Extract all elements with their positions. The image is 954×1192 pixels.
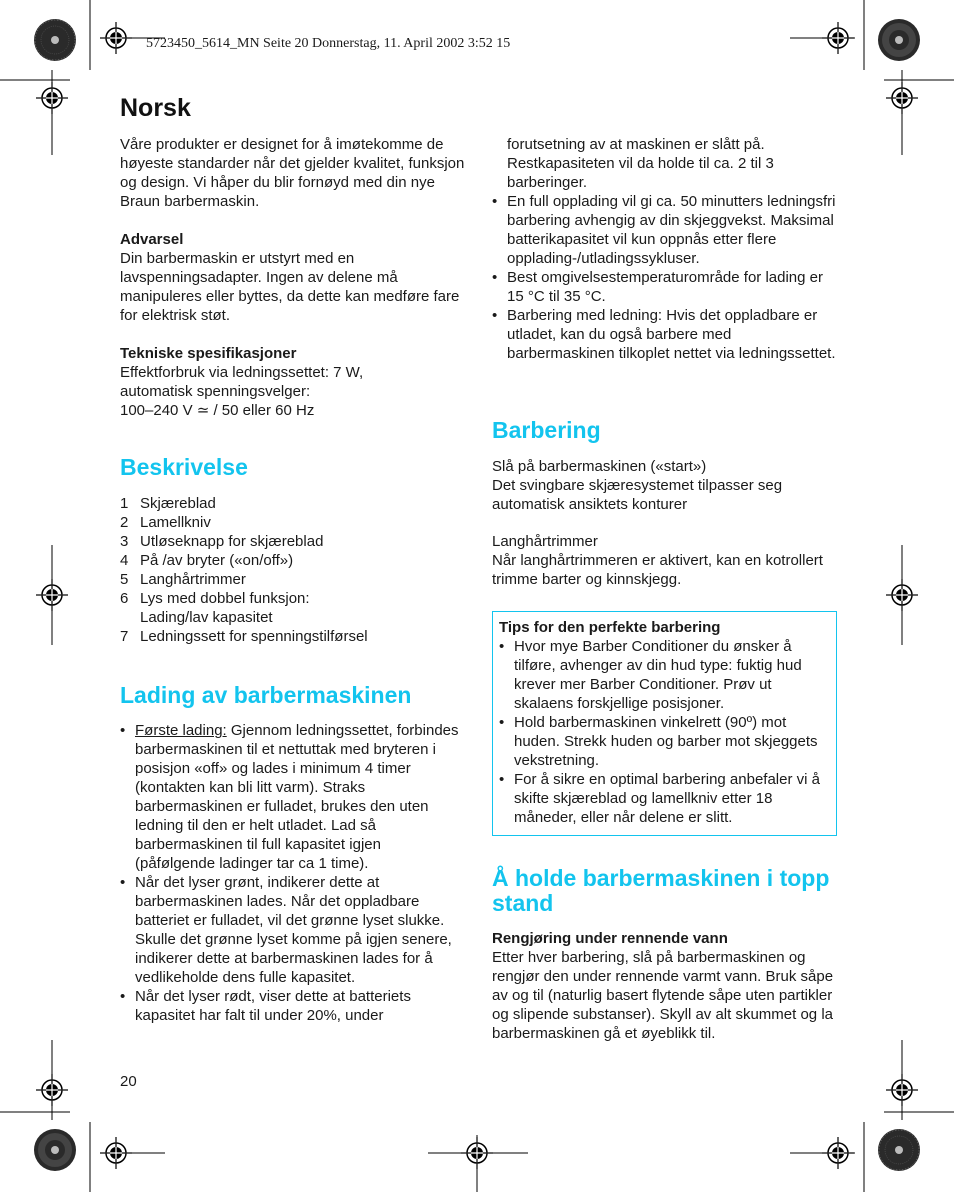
specs-section	[120, 344, 465, 420]
list-item: • Når det lyser grønt, indikerer dette at barbermaskinen lades. Når det oppladbare batteriet er fulladet, vil det grønne lyset slukke. Skulle det grønne lyset komme på igjen senere, indikerer dette at barbermaskinen lades for å vedlikeholde dens fulle kapasitet.	[120, 873, 460, 987]
specs-line: Effektforbruk via ledningssettet: 7 W,	[120, 364, 364, 381]
list-item: • Hold barbermaskinen vinkelrett (90º) mot huden. Strekk huden og barber mot skjeggets vekstretning.	[499, 713, 830, 770]
starburst-mark-top-right	[878, 19, 920, 61]
charging-continuation: forutsetning av at maskinen er slått på. Restkapasiteten vil da holde til ca. 2 til 3 barberinger.	[507, 136, 774, 191]
tips-list	[499, 637, 830, 827]
trimmer-text: Når langhårtrimmeren er aktivert, kan en kotrollert trimme barter og kinnskjegg.	[492, 552, 823, 588]
registration-mark	[461, 1137, 493, 1169]
shaving-section	[492, 457, 837, 514]
list-item: • Når det lyser rødt, viser dette at batteriets kapasitet har falt til under 20%, under	[120, 987, 460, 1025]
list-item: 5 Langhårtrimmer	[120, 571, 246, 588]
list-item: • Barbering med ledning: Hvis det oppladbare er utladet, kan du også barbere med barbermaskinen tilkoplet nettet via ledningssettet.	[492, 306, 837, 363]
description-heading: Beskrivelse	[120, 454, 248, 480]
first-charge-label: Første lading:	[135, 722, 227, 739]
shaving-text: Det svingbare skjæresystemet tilpasser seg automatisk ansiktets konturer	[492, 477, 783, 513]
list-item: • For å sikre en optimal barbering anbefaler vi å skifte skjæreblad og lamellkniv etter 18 måneder, eller når delene er slitt.	[499, 770, 830, 827]
list-item: 7 Ledningssett for spenningstilførsel	[120, 628, 368, 645]
list-item: 4 På /av bryter («on/off»)	[120, 552, 294, 569]
registration-mark	[36, 82, 68, 114]
trimmer-title: Langhårtrimmer	[492, 533, 598, 550]
page-number: 20	[120, 1073, 137, 1090]
page-title: Norsk	[120, 94, 191, 122]
registration-mark	[822, 22, 854, 54]
list-item: • Hvor mye Barber Conditioner du ønsker å tilføre, avhenger av din hud type: fuktig hud krever mer Barber Conditioner. Prøv ut skalaens forskjellige posisjoner.	[499, 637, 830, 713]
starburst-mark-bottom-right	[878, 1129, 920, 1171]
tips-box	[492, 611, 837, 836]
specs-title: Tekniske spesifikasjoner	[120, 345, 297, 362]
registration-mark	[886, 1074, 918, 1106]
specs-line: 100–240 V ≃ / 50 eller 60 Hz	[120, 402, 315, 419]
list-item: 2 Lamellkniv	[120, 514, 211, 531]
trimmer-section	[492, 532, 837, 589]
warning-title: Advarsel	[120, 231, 184, 248]
cleaning-text: Etter hver barbering, slå på barbermaskinen og rengjør den under rennende varmt vann. Bruk såpe av og til (naturlig basert flytende såpe uten partikler og slipende substanser). Skyll av alt skummet og la barbermaskinen gå et øyeblikk til.	[492, 949, 834, 1042]
registration-mark	[100, 1137, 132, 1169]
registration-mark	[886, 82, 918, 114]
cleaning-section	[492, 929, 837, 1043]
list-item: 1 Skjæreblad	[120, 495, 216, 512]
specs-line: automatisk spenningsvelger:	[120, 383, 311, 400]
print-slug: 5723450_5614_MN Seite 20 Donnerstag, 11. April 2002 3:52 15	[146, 36, 511, 51]
list-item: • Best omgivelsestemperaturområde for lading er 15 °C til 35 °C.	[492, 268, 837, 306]
shaving-heading: Barbering	[492, 417, 601, 443]
registration-mark	[822, 1137, 854, 1169]
registration-mark	[886, 579, 918, 611]
shaving-text: Slå på barbermaskinen («start»)	[492, 458, 707, 475]
warning-section	[120, 230, 465, 325]
charging-heading: Lading av barbermaskinen	[120, 682, 412, 708]
cleaning-title: Rengjøring under rennende vann	[492, 930, 728, 947]
charging-list-continued	[492, 192, 837, 363]
description-list	[120, 494, 465, 646]
warning-text: Din barbermaskin er utstyrt med en lavspenningsadapter. Ingen av delene må manipuleres eller byttes, da dette kan medføre fare for elektrisk støt.	[120, 250, 460, 324]
intro-paragraph: Våre produkter er designet for å imøtekomme de høyeste standarder når det gjelder kvalitet, funksjon og design. Vi håper du blir fornøyd med din nye Braun barbermaskin.	[120, 136, 465, 210]
tips-title: Tips for den perfekte barbering	[499, 619, 721, 636]
starburst-mark-bottom-left	[34, 1129, 76, 1171]
list-item: • En full opplading vil gi ca. 50 minutters ledningsfri barbering avhengig av din skjeggvekst. Maksimal batterikapasitet vil kun oppnås etter flere opplading-/utladingssykluser.	[492, 192, 837, 268]
registration-mark	[100, 22, 132, 54]
list-item: 3 Utløseknapp for skjæreblad	[120, 533, 324, 550]
care-heading: Å holde barbermaskinen i topp stand	[492, 865, 830, 916]
list-item: 6 Lys med dobbel funksjon: Lading/lav kapasitet	[120, 590, 310, 626]
registration-mark	[36, 1074, 68, 1106]
registration-mark	[36, 579, 68, 611]
starburst-mark-top-left	[34, 19, 76, 61]
list-item: • Første lading: Gjennom ledningssettet, forbindes barbermaskinen til et nettuttak med bryteren i posisjon «off» og lades i minimum 4 timer (kontakten kan bli litt varm). Straks barbermaskinen er fulladet, brukes den uten ledning til den er helt utladet. Lad så barbermaskinen til full kapasitet igjen (påfølgende ladinger tar ca 1 time).	[120, 721, 460, 873]
charging-list	[120, 721, 460, 1025]
